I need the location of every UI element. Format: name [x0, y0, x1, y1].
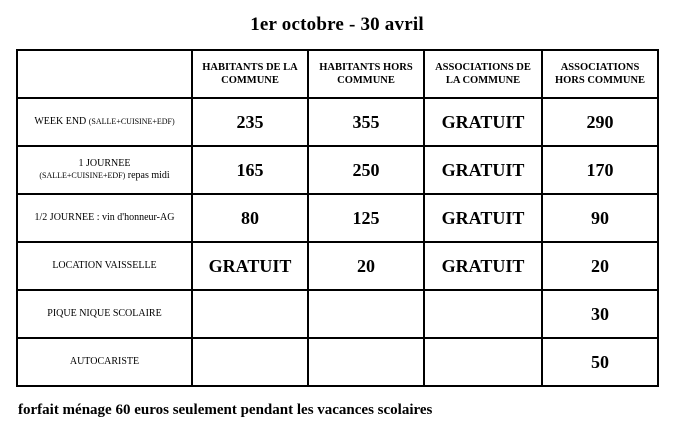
- price-cell: GRATUIT: [192, 242, 308, 290]
- price-cell: 250: [308, 146, 424, 194]
- price-cell: 80: [192, 194, 308, 242]
- price-cell: [424, 290, 542, 338]
- row-label: PIQUE NIQUE SCOLAIRE: [17, 290, 192, 338]
- price-cell: [308, 338, 424, 386]
- price-cell: 235: [192, 98, 308, 146]
- footer-note: forfait ménage 60 euros seulement pendant les vacances scolaires: [18, 402, 433, 418]
- column-header-associations-commune: ASSOCIATIONS DE LA COMMUNE: [424, 50, 542, 98]
- row-label: [17, 146, 192, 194]
- price-cell: 90: [542, 194, 658, 242]
- price-cell: [192, 338, 308, 386]
- price-cell: 125: [308, 194, 424, 242]
- price-cell: 20: [308, 242, 424, 290]
- price-cell: 165: [192, 146, 308, 194]
- row-label-extra: repas midi: [127, 170, 170, 181]
- column-header-habitants-commune: HABITANTS DE LA COMMUNE: [192, 50, 308, 98]
- table-row: [17, 98, 658, 146]
- price-cell: GRATUIT: [424, 242, 542, 290]
- row-label: AUTOCARISTE: [17, 338, 192, 386]
- row-label: LOCATION VAISSELLE: [17, 242, 192, 290]
- price-cell: GRATUIT: [424, 194, 542, 242]
- table-row: [17, 290, 658, 338]
- row-label: [17, 98, 192, 146]
- table-row: [17, 194, 658, 242]
- table-row: [17, 146, 658, 194]
- row-label-detail: (SALLE+CUISINE+EDF): [88, 117, 175, 126]
- price-cell: [424, 338, 542, 386]
- row-label: 1/2 JOURNEE : vin d'honneur-AG: [17, 194, 192, 242]
- price-cell: 30: [542, 290, 658, 338]
- price-cell: GRATUIT: [424, 146, 542, 194]
- price-cell: 20: [542, 242, 658, 290]
- column-header-associations-hors-commune: ASSOCIATIONS HORS COMMUNE: [542, 50, 658, 98]
- price-cell: 50: [542, 338, 658, 386]
- price-cell: 170: [542, 146, 658, 194]
- column-header-empty: [17, 50, 192, 98]
- price-cell: 355: [308, 98, 424, 146]
- row-label-main: 1 JOURNEE: [78, 158, 131, 169]
- pricing-table: [16, 49, 659, 387]
- table-row: [17, 242, 658, 290]
- page-title: 1er octobre - 30 avril: [250, 14, 424, 35]
- price-cell: [308, 290, 424, 338]
- price-cell: [192, 290, 308, 338]
- price-cell: 290: [542, 98, 658, 146]
- table-header-row: [17, 50, 658, 98]
- row-label-detail: (SALLE+CUISINE+EDF): [39, 171, 126, 180]
- row-label-main: WEEK END: [34, 116, 87, 127]
- price-cell: GRATUIT: [424, 98, 542, 146]
- column-header-habitants-hors-commune: HABITANTS HORS COMMUNE: [308, 50, 424, 98]
- table-row: [17, 338, 658, 386]
